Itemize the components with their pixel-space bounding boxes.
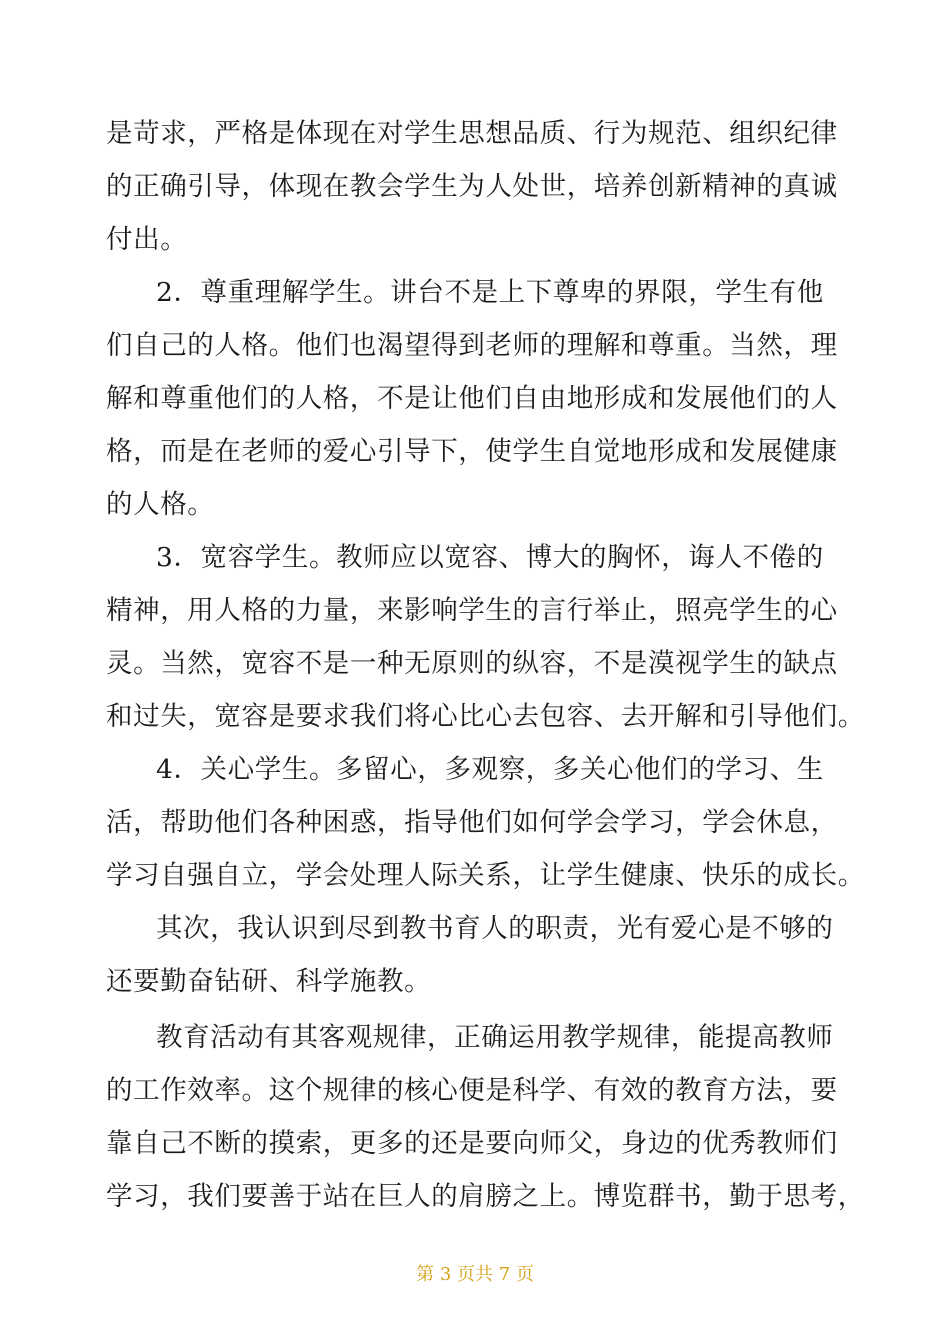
text-line: 精神，用人格的力量，来影响学生的言行举止，照亮学生的心 (106, 595, 838, 626)
text-line: 们自己的人格。他们也渴望得到老师的理解和尊重。当然，理 (106, 330, 838, 361)
text-line: 灵。当然，宽容不是一种无原则的纵容，不是漠视学生的缺点 (106, 648, 838, 679)
text-line: 还要勤奋钻研、科学施教。 (106, 966, 432, 997)
text-line: 格，而是在老师的爱心引导下，使学生自觉地形成和发展健康 (106, 436, 838, 467)
text-line: 学习自强自立，学会处理人际关系，让学生健康、快乐的成长。 (106, 860, 865, 891)
text-line: 其次，我认识到尽到教书育人的职责，光有爱心是不够的 (156, 913, 834, 944)
text-line: 付出。 (106, 224, 188, 255)
text-line: 的工作效率。这个规律的核心便是科学、有效的教育方法，要 (106, 1075, 838, 1106)
text-line: 的正确引导，体现在教会学生为人处世，培养创新精神的真诚 (106, 171, 838, 202)
text-line: 和过失，宽容是要求我们将心比心去包容、去开解和引导他们。 (106, 701, 865, 732)
text-line: 解和尊重他们的人格，不是让他们自由地形成和发展他们的人 (106, 383, 838, 414)
text-line: 教育活动有其客观规律，正确运用教学规律，能提高教师 (156, 1022, 834, 1053)
text-line: 的人格。 (106, 489, 215, 520)
text-line: 4．关心学生。多留心，多观察，多关心他们的学习、生 (156, 754, 824, 785)
text-line: 2．尊重理解学生。讲台不是上下尊卑的界限，学生有他 (156, 277, 824, 308)
text-line: 活，帮助他们各种困惑，指导他们如何学会学习，学会休息， (106, 807, 838, 838)
text-line: 3．宽容学生。教师应以宽容、博大的胸怀，诲人不倦的 (156, 542, 824, 573)
text-line: 是苛求，严格是体现在对学生思想品质、行为规范、组织纪律 (106, 118, 838, 149)
text-line: 靠自己不断的摸索，更多的还是要向师父，身边的优秀教师们 (106, 1128, 838, 1159)
page-number-footer: 第 3 页共 7 页 (416, 1264, 534, 1285)
text-line: 学习，我们要善于站在巨人的肩膀之上。博览群书，勤于思考， (106, 1181, 865, 1212)
